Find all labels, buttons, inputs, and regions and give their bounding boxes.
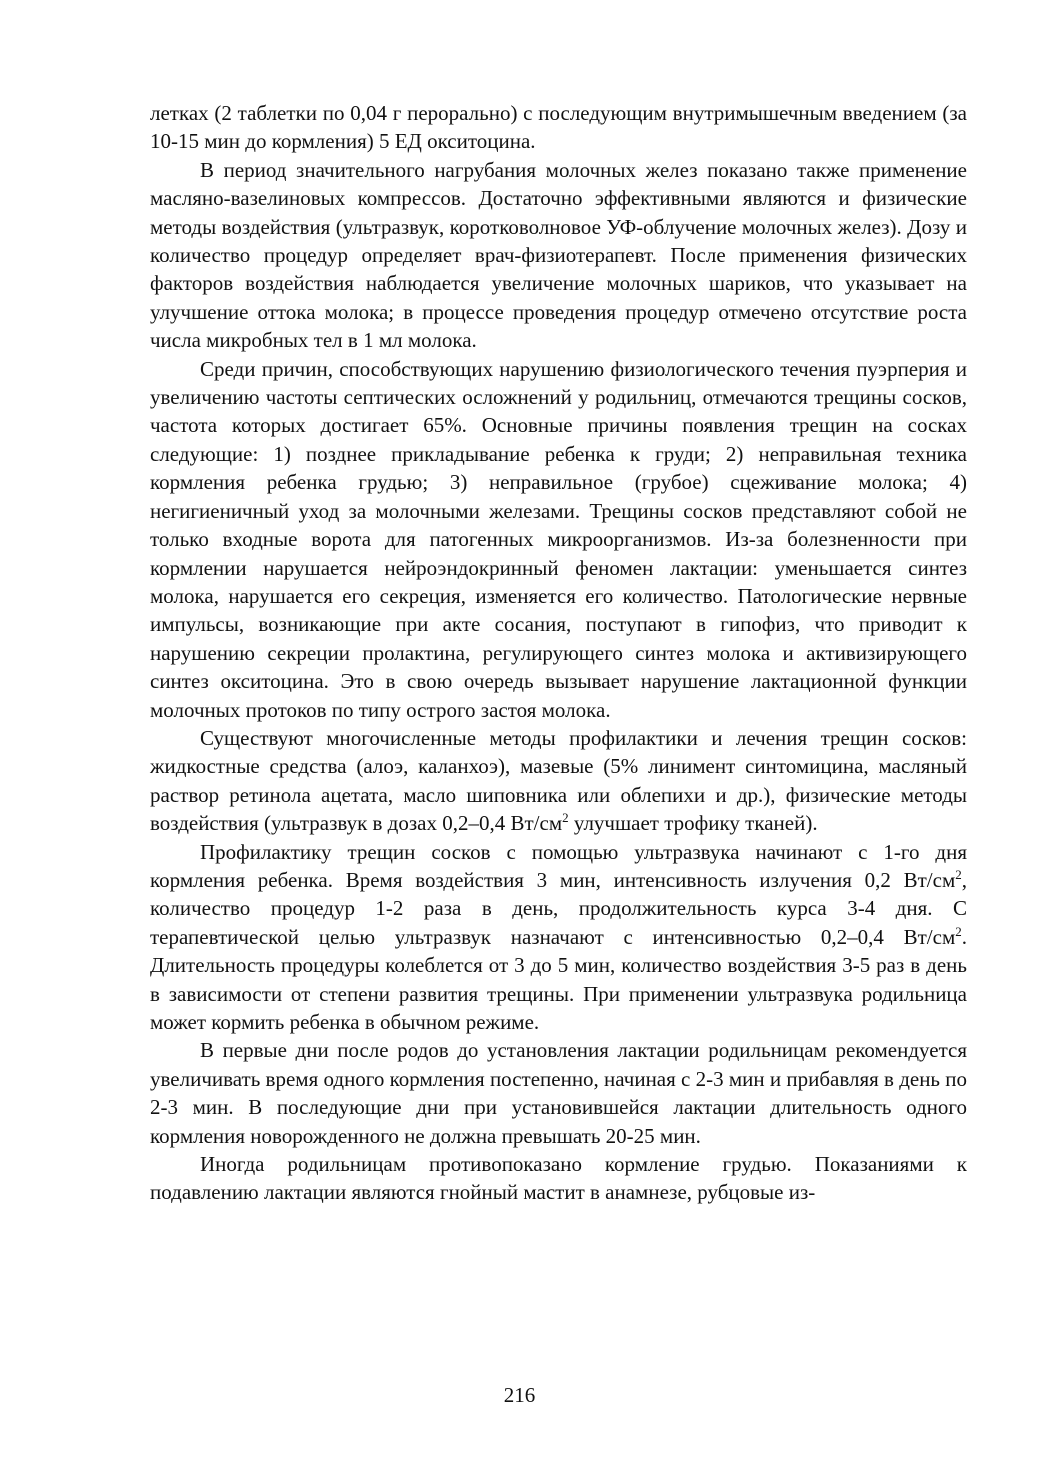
paragraph: Иногда родильницам противопоказано кормление грудью. Показаниями к подавлению лактации являются гнойный мастит в анамнезе, рубцовые из- [150, 1152, 967, 1205]
paragraph [150, 724, 967, 838]
paragraph: В период значительного нагрубания молочных желез показано также применение масляно-вазелиновых компрессов. Достаточно эффективными являются и физические методы воздействия (ультразвук, коротковолновое УФ-облучение молочных желез). Дозу и количество процедур определяет врач-физиотерапевт. После применения физических факторов воздействия наблюдается увеличение молочных шариков, что указывает на улучшение оттока молока; в процессе проведения процедур отмечено отсутствие роста числа микробных тел в 1 мл молока. [150, 157, 967, 353]
paragraph-text: Профилактику трещин сосков с помощью ультразвука начинают с 1-го дня кормления ребенка. Время воздействия 3 мин, интенсивность излучения 0,2 Вт/см [150, 839, 967, 892]
paragraph-text: , количество процедур 1-2 раза в день, продолжительность курса 3-4 дня. С терапевтической целью ультразвук назначают с интенсивностью 0,2–0,4 Вт/см [150, 867, 967, 949]
page-body [150, 99, 967, 1207]
superscript: 2 [955, 866, 962, 882]
paragraph: летках (2 таблетки по 0,04 г перорально) с последующим внутримышечным введением (за 10-15 мин до кормления) 5 ЕД окситоцина. [150, 101, 967, 154]
superscript: 2 [955, 923, 962, 939]
paragraph: Среди причин, способствующих нарушению физиологического течения пуэрперия и увеличению частоты септических осложнений у родильниц, отмечаются трещины сосков, частота которых достигает 65%. Основные причины появления трещин на сосках следующие: 1) позднее прикладывание ребенка к груди; 2) неправильная техника кормления ребенка грудью; 3) неправильное (грубое) сцеживание молока; 4) негигиеничный уход за молочными железами. Трещины сосков представляют собой не только входные ворота для патогенных микроорганизмов. Из-за болезненности при кормлении нарушается нейроэндокринный феномен лактации: уменьшается синтез молока, нарушается его секреция, изменяется его количество. Патологические нервные импульсы, возникающие при акте сосания, поступают в гипофиз, что приводит к нарушению секреции пролактина, регулирующего синтез молока и активизирующего синтез окситоцина. Это в свою очередь вызывает нарушение лактационной функции молочных протоков по типу острого застоя молока. [150, 356, 967, 722]
page-number: 216 [503, 1383, 536, 1407]
paragraph: В первые дни после родов до установления лактации родильницам рекомендуется увеличивать время одного кормления постепенно, начиная с 2-3 мин и прибавляя в день по 2-3 мин. В последующие дни при установившейся лактации длительность одного кормления новорожденного не должна превышать 20-25 мин. [150, 1038, 968, 1148]
superscript: 2 [562, 810, 569, 826]
paragraph [150, 838, 967, 1037]
paragraph-text: . Длительность процедуры колеблется от 3 до 5 мин, количество воздействия 3-5 раз в день в зависимости от степени развития трещины. При применении ультразвука родильница может кормить ребенка в обычном режиме. [150, 924, 967, 1034]
paragraph-text: улучшает трофику тканей). [568, 811, 818, 836]
paragraph-text: Существуют многочисленные методы профилактики и лечения трещин сосков: жидкостные средства (алоэ, каланхоэ), мазевые (5% линимент синтомицина, масляный раствор ретинола ацетата, масло шиповника или облепихи и др.), физические методы воздействия (ультразвук в дозах 0,2–0,4 Вт/см [150, 725, 967, 836]
